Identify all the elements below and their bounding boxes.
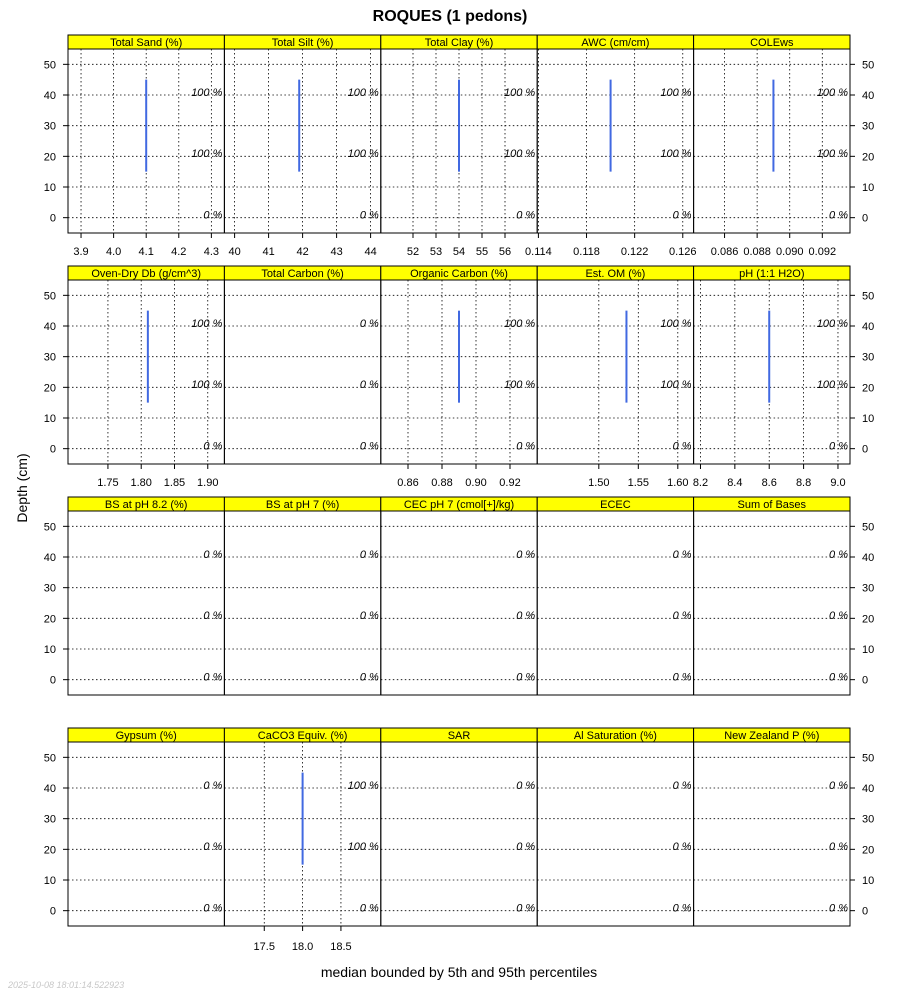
x-tick-label: 55 (475, 246, 489, 258)
contribution-label: 0 % (672, 209, 692, 222)
panel-title: CEC pH 7 (cmol[+]/kg) (403, 499, 515, 511)
panel-frame (381, 742, 537, 926)
x-tick-label: 9.0 (830, 477, 846, 489)
x-tick-label: 1.60 (667, 477, 689, 489)
panel (381, 35, 537, 258)
y-tick-label: 50 (862, 752, 875, 765)
panel-frame (537, 511, 693, 695)
contribution-label: 0 % (359, 548, 379, 561)
x-tick-label: 4.1 (138, 246, 154, 258)
y-tick-label: 20 (43, 844, 56, 857)
panel-frame (694, 511, 850, 695)
contribution-label: 100 % (660, 379, 692, 392)
contribution-label: 100 % (347, 148, 379, 161)
contribution-label: 100 % (660, 86, 692, 99)
y-tick-label: 50 (862, 290, 875, 303)
y-tick-label: 40 (43, 321, 56, 333)
timestamp: 2025-10-08 18:01:14.522923 (8, 980, 125, 990)
contribution-label: 100 % (816, 317, 848, 330)
y-tick-label: 10 (862, 644, 875, 656)
contribution-label: 0 % (829, 440, 848, 453)
panel (693, 266, 874, 489)
y-tick-label: 10 (43, 182, 56, 194)
y-tick-label: 10 (43, 413, 56, 425)
contribution-label: 0 % (516, 671, 536, 684)
y-tick-label: 0 (862, 905, 869, 918)
contribution-label: 0 % (359, 209, 379, 222)
y-tick-label: 40 (862, 783, 875, 795)
y-tick-label: 20 (43, 382, 56, 395)
panel (381, 497, 537, 695)
contribution-label: 100 % (816, 86, 848, 99)
y-tick-label: 10 (862, 413, 875, 425)
contribution-label: 100 % (347, 779, 379, 792)
y-tick-label: 50 (43, 290, 56, 303)
x-tick-label: 1.55 (627, 477, 650, 489)
contribution-label: 0 % (203, 440, 223, 453)
x-tick-label: 0.126 (669, 246, 697, 258)
panel-title: Al Saturation (%) (573, 730, 657, 742)
y-tick-label: 40 (862, 321, 875, 333)
contribution-label: 0 % (672, 841, 692, 854)
contribution-label: 0 % (829, 671, 848, 684)
y-tick-label: 50 (43, 521, 56, 534)
contribution-label: 0 % (359, 317, 379, 330)
panel-title: Total Carbon (%) (261, 268, 344, 280)
contribution-label: 0 % (359, 379, 379, 392)
y-tick-label: 0 (862, 443, 869, 456)
y-tick-label: 30 (862, 582, 875, 595)
x-tick-label: 0.118 (573, 246, 600, 258)
y-tick-label: 20 (43, 151, 56, 164)
panel-title: CaCO3 Equiv. (%) (257, 730, 348, 742)
contribution-label: 0 % (359, 610, 379, 623)
panel-frame (68, 742, 224, 926)
x-tick-label: 1.75 (97, 477, 119, 489)
panel-grid (44, 35, 875, 953)
contribution-label: 100 % (191, 86, 223, 99)
x-tick-label: 0.122 (620, 246, 649, 258)
x-tick-label: 40 (228, 246, 241, 258)
contribution-label: 0 % (516, 440, 536, 453)
contribution-label: 100 % (660, 317, 692, 330)
y-tick-label: 40 (43, 90, 56, 102)
contribution-label: 100 % (347, 86, 379, 99)
x-tick-label: 8.6 (761, 477, 777, 489)
y-tick-label: 0 (49, 674, 56, 687)
x-tick-label: 8.2 (692, 477, 709, 489)
contribution-label: 0 % (516, 841, 536, 854)
x-tick-label: 4.0 (105, 246, 122, 258)
panel-title: BS at pH 7 (%) (265, 499, 340, 511)
contribution-label: 0 % (672, 610, 692, 623)
contribution-label: 100 % (503, 148, 536, 161)
panel-frame (68, 511, 224, 695)
contribution-label: 0 % (516, 548, 536, 561)
y-tick-label: 20 (862, 382, 875, 395)
panel (537, 266, 693, 489)
panel-frame (537, 49, 693, 233)
contribution-label: 0 % (516, 779, 536, 792)
x-tick-label: 8.4 (727, 477, 743, 489)
x-tick-label: 1.80 (130, 477, 152, 489)
panel-frame (224, 511, 380, 695)
panel (224, 266, 380, 464)
panel (525, 35, 696, 258)
x-tick-label: 18.5 (330, 941, 352, 953)
contribution-label: 0 % (672, 671, 692, 684)
contribution-label: 0 % (203, 841, 223, 854)
y-tick-label: 30 (43, 813, 56, 826)
panel (537, 497, 693, 695)
x-tick-label: 0.88 (431, 477, 453, 489)
contribution-label: 0 % (516, 610, 536, 623)
y-tick-label: 30 (862, 120, 875, 133)
panel-frame (381, 511, 537, 695)
panel-title: Total Sand (%) (110, 37, 183, 49)
x-tick-label: 56 (498, 246, 512, 258)
panel (381, 266, 537, 489)
panel-title: pH (1:1 H2O) (739, 268, 805, 280)
chart-title: ROQUES (1 pedons) (372, 8, 528, 25)
x-tick-label: 8.8 (795, 477, 812, 489)
contribution-label: 0 % (829, 610, 848, 623)
y-tick-label: 20 (862, 613, 875, 626)
contribution-label: 0 % (829, 209, 848, 222)
contribution-label: 0 % (203, 902, 223, 915)
x-tick-label: 0.90 (465, 477, 487, 489)
panel-frame (694, 49, 850, 233)
contribution-label: 100 % (191, 317, 223, 330)
contribution-label: 100 % (191, 379, 223, 392)
panel-frame (68, 280, 224, 464)
contribution-label: 100 % (503, 86, 536, 99)
x-tick-label: 0.86 (397, 477, 419, 489)
x-tick-label: 54 (452, 246, 466, 258)
x-tick-label: 1.85 (163, 477, 186, 489)
contribution-label: 100 % (347, 841, 379, 854)
panel-title: COLEws (750, 37, 794, 49)
y-tick-label: 10 (862, 182, 875, 194)
contribution-label: 100 % (503, 379, 536, 392)
x-tick-label: 41 (262, 246, 275, 258)
panel (44, 35, 225, 258)
contribution-label: 0 % (672, 440, 692, 453)
contribution-label: 0 % (359, 671, 379, 684)
x-tick-label: 1.90 (197, 477, 219, 489)
panel (537, 728, 693, 926)
y-tick-label: 30 (43, 120, 56, 133)
x-tick-label: 18.0 (291, 941, 314, 953)
x-tick-label: 0.92 (499, 477, 521, 489)
contribution-label: 0 % (672, 779, 692, 792)
y-tick-label: 10 (862, 875, 875, 887)
y-tick-label: 0 (49, 905, 56, 918)
contribution-label: 0 % (516, 209, 536, 222)
panel-title: Oven-Dry Db (g/cm^3) (91, 268, 202, 280)
contribution-label: 0 % (203, 548, 223, 561)
contribution-label: 0 % (203, 779, 223, 792)
panel-title: AWC (cm/cm) (581, 37, 650, 49)
y-tick-label: 30 (43, 582, 56, 595)
panel-title: New Zealand P (%) (724, 730, 820, 742)
y-tick-label: 0 (862, 212, 869, 225)
y-tick-label: 40 (862, 552, 875, 564)
contribution-label: 100 % (660, 148, 692, 161)
contribution-label: 100 % (191, 148, 223, 161)
contribution-label: 0 % (829, 548, 848, 561)
x-tick-label: 0.088 (743, 246, 771, 258)
x-tick-label: 1.50 (588, 477, 610, 489)
panel (44, 266, 225, 489)
contribution-label: 0 % (672, 902, 692, 915)
panel-frame (694, 742, 850, 926)
y-tick-label: 20 (43, 613, 56, 626)
x-axis-label: median bounded by 5th and 95th percentiles (320, 964, 598, 980)
y-tick-label: 40 (43, 552, 56, 564)
panel (381, 728, 537, 926)
x-tick-label: 44 (364, 246, 377, 258)
y-tick-label: 50 (43, 752, 56, 765)
contribution-label: 0 % (829, 841, 848, 854)
contribution-label: 0 % (203, 671, 223, 684)
panel (44, 497, 225, 695)
contribution-label: 0 % (829, 779, 848, 792)
y-tick-label: 30 (862, 351, 875, 364)
x-tick-label: 43 (330, 246, 343, 258)
x-tick-label: 42 (296, 246, 309, 258)
panel-frame (224, 280, 380, 464)
y-tick-label: 0 (49, 212, 56, 225)
contribution-label: 0 % (829, 902, 848, 915)
panel-title: Total Clay (%) (424, 37, 494, 49)
contribution-label: 0 % (203, 610, 223, 623)
panel-title: Sum of Bases (737, 499, 807, 511)
x-tick-label: 0.090 (775, 246, 804, 258)
contribution-label: 0 % (359, 902, 379, 915)
y-tick-label: 30 (862, 813, 875, 826)
panel (694, 728, 875, 926)
panel (694, 35, 875, 258)
y-tick-label: 30 (43, 351, 56, 364)
panel-title: BS at pH 8.2 (%) (104, 499, 188, 511)
y-tick-label: 40 (862, 90, 875, 102)
contribution-label: 100 % (503, 317, 536, 330)
panel (44, 728, 225, 926)
panel (224, 497, 380, 695)
y-tick-label: 40 (43, 783, 56, 795)
y-tick-label: 20 (862, 151, 875, 164)
x-tick-label: 0.114 (525, 246, 552, 258)
x-tick-label: 4.2 (171, 246, 187, 258)
panel-title: Organic Carbon (%) (410, 268, 508, 280)
y-tick-label: 50 (862, 59, 875, 72)
x-tick-label: 4.3 (203, 246, 220, 258)
panel-title: SAR (447, 730, 471, 742)
contribution-label: 0 % (203, 209, 223, 222)
x-tick-label: 17.5 (253, 941, 275, 953)
panel-frame (694, 280, 850, 464)
y-tick-label: 50 (43, 59, 56, 72)
panel (694, 497, 875, 695)
x-tick-label: 3.9 (73, 246, 89, 258)
y-tick-label: 50 (862, 521, 875, 534)
y-tick-label: 0 (49, 443, 56, 456)
panel (224, 728, 380, 953)
contribution-label: 0 % (516, 902, 536, 915)
contribution-label: 100 % (816, 379, 848, 392)
panel-frame (537, 280, 693, 464)
y-tick-label: 10 (43, 644, 56, 656)
x-tick-label: 52 (406, 246, 420, 258)
panel-title: ECEC (600, 499, 631, 511)
y-tick-label: 20 (862, 844, 875, 857)
x-tick-label: 0.092 (808, 246, 837, 258)
y-tick-label: 10 (43, 875, 56, 887)
contribution-label: 0 % (359, 440, 379, 453)
contribution-label: 0 % (672, 548, 692, 561)
panel-title: Gypsum (%) (115, 730, 177, 742)
contribution-label: 100 % (816, 148, 848, 161)
panel-title: Est. OM (%) (585, 268, 646, 280)
panel-title: Total Silt (%) (271, 37, 334, 49)
y-tick-label: 0 (862, 674, 869, 687)
x-tick-label: 0.086 (710, 246, 739, 258)
panel (224, 35, 380, 258)
panel-frame (537, 742, 693, 926)
y-axis-label: Depth (cm) (14, 453, 30, 523)
x-tick-label: 53 (429, 246, 443, 258)
